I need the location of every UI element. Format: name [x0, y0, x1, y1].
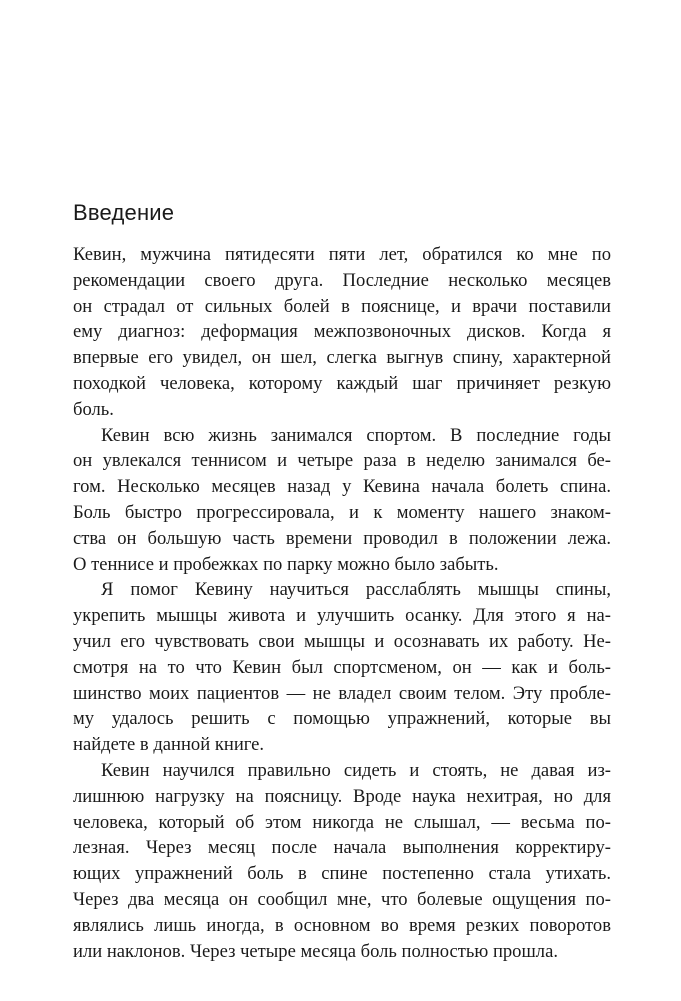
text-line: походкой человека, которому каждый шаг причиняет резкую: [73, 372, 611, 394]
text-line: учил его чувствовать свои мышцы и осознавать их работу. Не-: [73, 630, 611, 652]
text-line: лезная. Через месяц после начала выполнения корректиру-: [73, 837, 611, 859]
text-line: являлись лишь иногда, в основном во время резких поворотов: [73, 914, 611, 936]
text-line: человека, который об этом никогда не слышал, — весьма по-: [73, 811, 611, 833]
text-line: Кевин, мужчина пятидесяти пяти лет, обратился ко мне по: [73, 244, 611, 265]
paragraph: [73, 758, 611, 964]
text-line: ющих упражнений боль в спине постепенно стала утихать.: [73, 863, 611, 885]
text-line: Боль быстро прогрессировала, и к моменту нашего знаком-: [73, 501, 611, 523]
text-line: ему диагноз: деформация межпозвоночных дисков. Когда я: [73, 321, 611, 343]
text-line: он страдал от сильных болей в пояснице, и врачи поставили: [73, 295, 611, 317]
text-line: смотря на то что Кевин был спортсменом, он — как и боль-: [73, 656, 611, 678]
text-line: му удалось решить с помощью упражнений, которые вы: [73, 708, 611, 730]
text-line: он увлекался теннисом и четыре раза в неделю занимался бе-: [73, 450, 611, 472]
text-line: найдете в данной книге.: [73, 734, 265, 756]
paragraph: [73, 242, 611, 423]
text-line: или наклонов. Через четыре месяца боль полностью прошла.: [73, 940, 558, 962]
text-line: ства он большую часть времени проводил в положении лежа.: [73, 527, 611, 549]
text-line: гом. Несколько месяцев назад у Кевина начала болеть спина.: [73, 476, 611, 498]
text-line: укрепить мышцы живота и улучшить осанку. Для этого я на-: [73, 605, 611, 627]
text-line: лишнюю нагрузку на поясницу. Вроде наука нехитрая, но для: [73, 785, 611, 807]
text-line: Кевин всю жизнь занимался спортом. В последние годы: [101, 424, 611, 446]
text-line: шинство моих пациентов — не владел своим телом. Эту пробле-: [73, 682, 611, 704]
paragraph: [73, 577, 611, 758]
text-line: О теннисе и пробежках по парку можно было забыть.: [73, 553, 499, 575]
text-line: впервые его увидел, он шел, слегка выгнув спину, характерной: [73, 347, 611, 369]
text-line: Через два месяца он сообщил мне, что болевые ощущения по-: [73, 888, 611, 910]
chapter-heading: Введение: [73, 200, 175, 225]
text-line: Кевин научился правильно сидеть и стоять, не давая из-: [101, 759, 611, 781]
text-line: боль.: [73, 398, 114, 420]
text-line: Я помог Кевину научиться расслаблять мышцы спины,: [101, 579, 611, 601]
book-page: [73, 0, 611, 1001]
chapter-body: [73, 242, 611, 964]
paragraph: [73, 423, 611, 578]
text-line: рекомендации своего друга. Последние несколько месяцев: [73, 269, 611, 291]
